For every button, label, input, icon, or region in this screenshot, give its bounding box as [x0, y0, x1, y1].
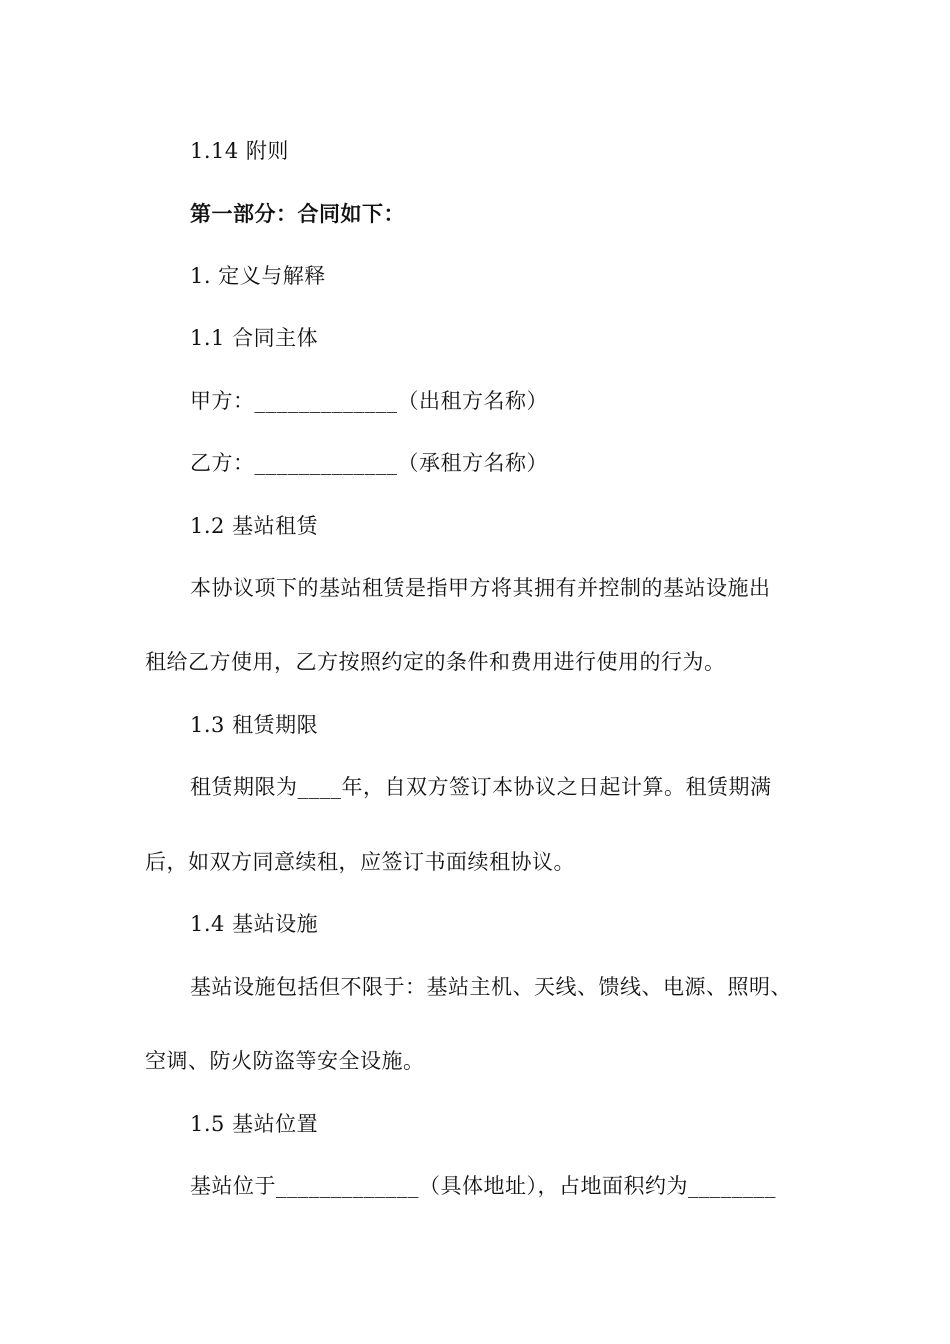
- section-heading-1-5: 1.5 基站位置: [190, 1112, 319, 1136]
- section-heading-1-1: 1.1 合同主体: [190, 326, 319, 350]
- section-heading-1-14: 1.14 附则: [190, 139, 289, 163]
- party-b-line: 乙方：_____________（承租方名称）: [190, 451, 548, 475]
- paragraph-1-5-line-1: 基站位于_____________（具体地址），占地面积约为________: [190, 1174, 776, 1198]
- paragraph-1-4-line-1: 基站设施包括但不限于：基站主机、天线、馈线、电源、照明、: [190, 975, 792, 999]
- section-heading-1-2: 1.2 基站租赁: [190, 514, 319, 538]
- paragraph-1-3-line-1: 租赁期限为____年，自双方签订本协议之日起计算。租赁期满: [190, 775, 772, 799]
- paragraph-1-3-line-2: 后，如双方同意续租，应签订书面续租协议。: [145, 850, 575, 874]
- party-a-line: 甲方：_____________（出租方名称）: [190, 389, 548, 413]
- section-heading-1-4: 1.4 基站设施: [190, 912, 319, 936]
- part-one-heading: 第一部分：合同如下：: [190, 201, 405, 226]
- section-heading-1-3: 1.3 租赁期限: [190, 713, 319, 737]
- section-heading-1: 1. 定义与解释: [190, 264, 326, 288]
- paragraph-1-4-line-2: 空调、防火防盗等安全设施。: [145, 1049, 425, 1073]
- paragraph-1-2-line-1: 本协议项下的基站租赁是指甲方将其拥有并控制的基站设施出: [190, 576, 771, 600]
- paragraph-1-2-line-2: 租给乙方使用，乙方按照约定的条件和费用进行使用的行为。: [145, 650, 726, 674]
